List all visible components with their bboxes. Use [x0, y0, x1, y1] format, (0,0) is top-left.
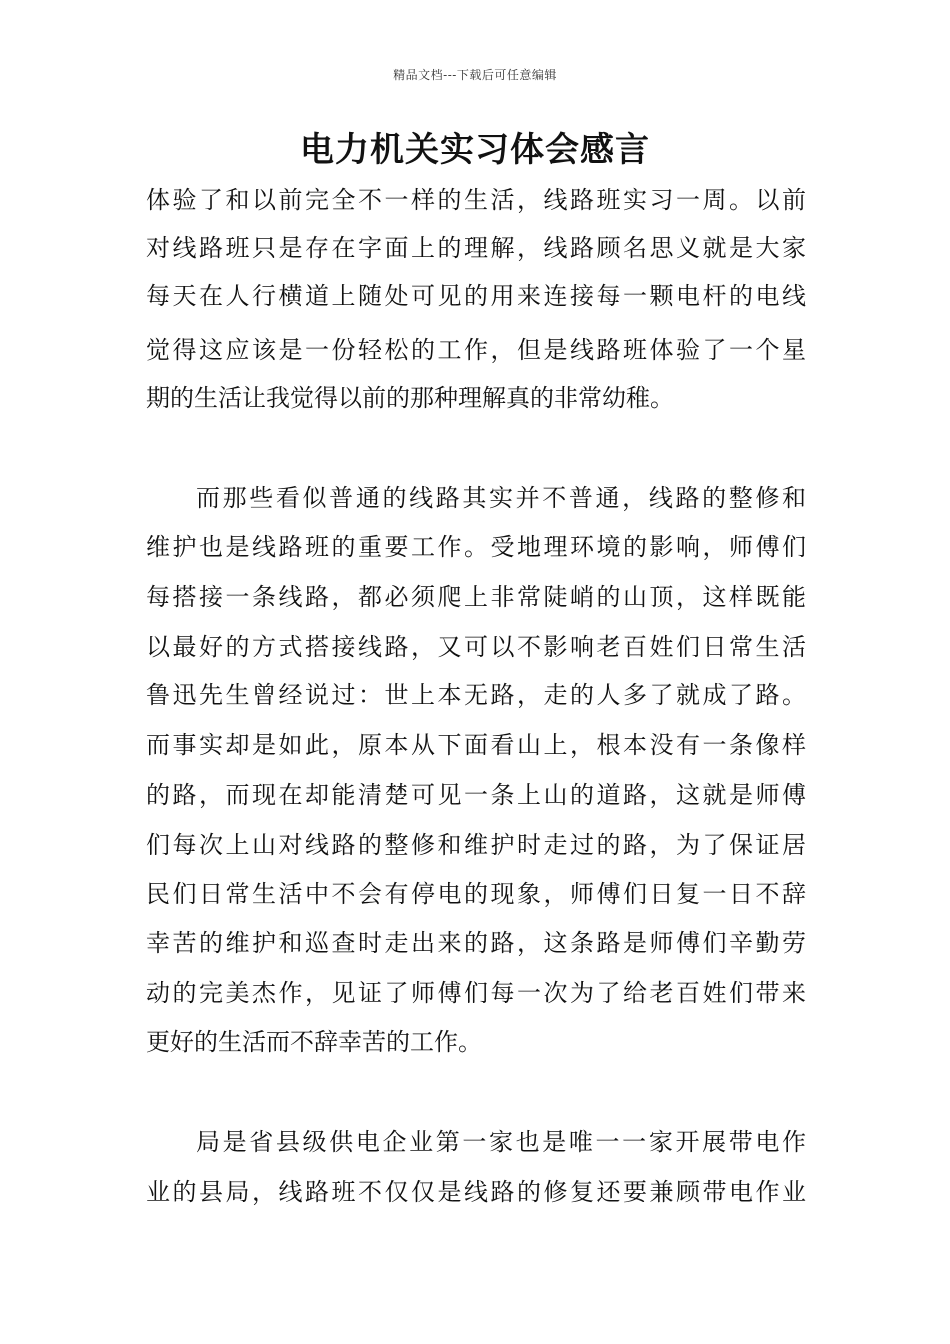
paragraph-2-line: 更好的生活而不辞幸苦的工作。	[146, 1028, 482, 1056]
paragraph-2-line: 而那些看似普通的线路其实并不普通，线路的整修和	[196, 484, 806, 512]
paragraph-2-line: 们每次上山对线路的整修和维护时走过的路，为了保证居	[146, 831, 806, 859]
header-note: 精品文档---下载后可任意编辑	[393, 68, 557, 82]
paragraph-1-line: 期的生活让我觉得以前的那种理解真的非常幼稚。	[146, 384, 674, 412]
paragraph-1-line: 觉得这应该是一份轻松的工作，但是线路班体验了一个星	[146, 336, 806, 364]
paragraph-1-line: 对线路班只是存在字面上的理解，线路顾名思义就是大家	[146, 234, 806, 262]
paragraph-2-line: 鲁迅先生曾经说过：世上本无路，走的人多了就成了路。	[146, 681, 806, 709]
paragraph-2-line: 民们日常生活中不会有停电的现象，师傅们日复一日不辞	[146, 880, 806, 908]
paragraph-2-line: 而事实却是如此，原本从下面看山上，根本没有一条像样	[146, 731, 806, 759]
paragraph-2-line: 的路，而现在却能清楚可见一条上山的道路，这就是师傅	[146, 781, 806, 809]
document-title: 电力机关实习体会感言	[300, 130, 650, 170]
paragraph-3-line: 局是省县级供电企业第一家也是唯一一家开展带电作	[196, 1128, 806, 1156]
paragraph-2-line: 以最好的方式搭接线路，又可以不影响老百姓们日常生活	[146, 633, 806, 661]
paragraph-1-line: 每天在人行横道上随处可见的用来连接每一颗电杆的电线	[146, 282, 806, 310]
paragraph-1-line: 体验了和以前完全不一样的生活，线路班实习一周。以前	[146, 186, 806, 214]
paragraph-2-line: 维护也是线路班的重要工作。受地理环境的影响，师傅们	[146, 533, 806, 561]
paragraph-2-line: 幸苦的维护和巡查时走出来的路，这条路是师傅们辛勤劳	[146, 929, 806, 957]
paragraph-3-line: 业的县局，线路班不仅仅是线路的修复还要兼顾带电作业	[146, 1178, 806, 1206]
paragraph-2-line: 动的完美杰作，见证了师傅们每一次为了给老百姓们带来	[146, 979, 806, 1007]
paragraph-2-line: 每搭接一条线路，都必须爬上非常陡峭的山顶，这样既能	[146, 583, 806, 611]
